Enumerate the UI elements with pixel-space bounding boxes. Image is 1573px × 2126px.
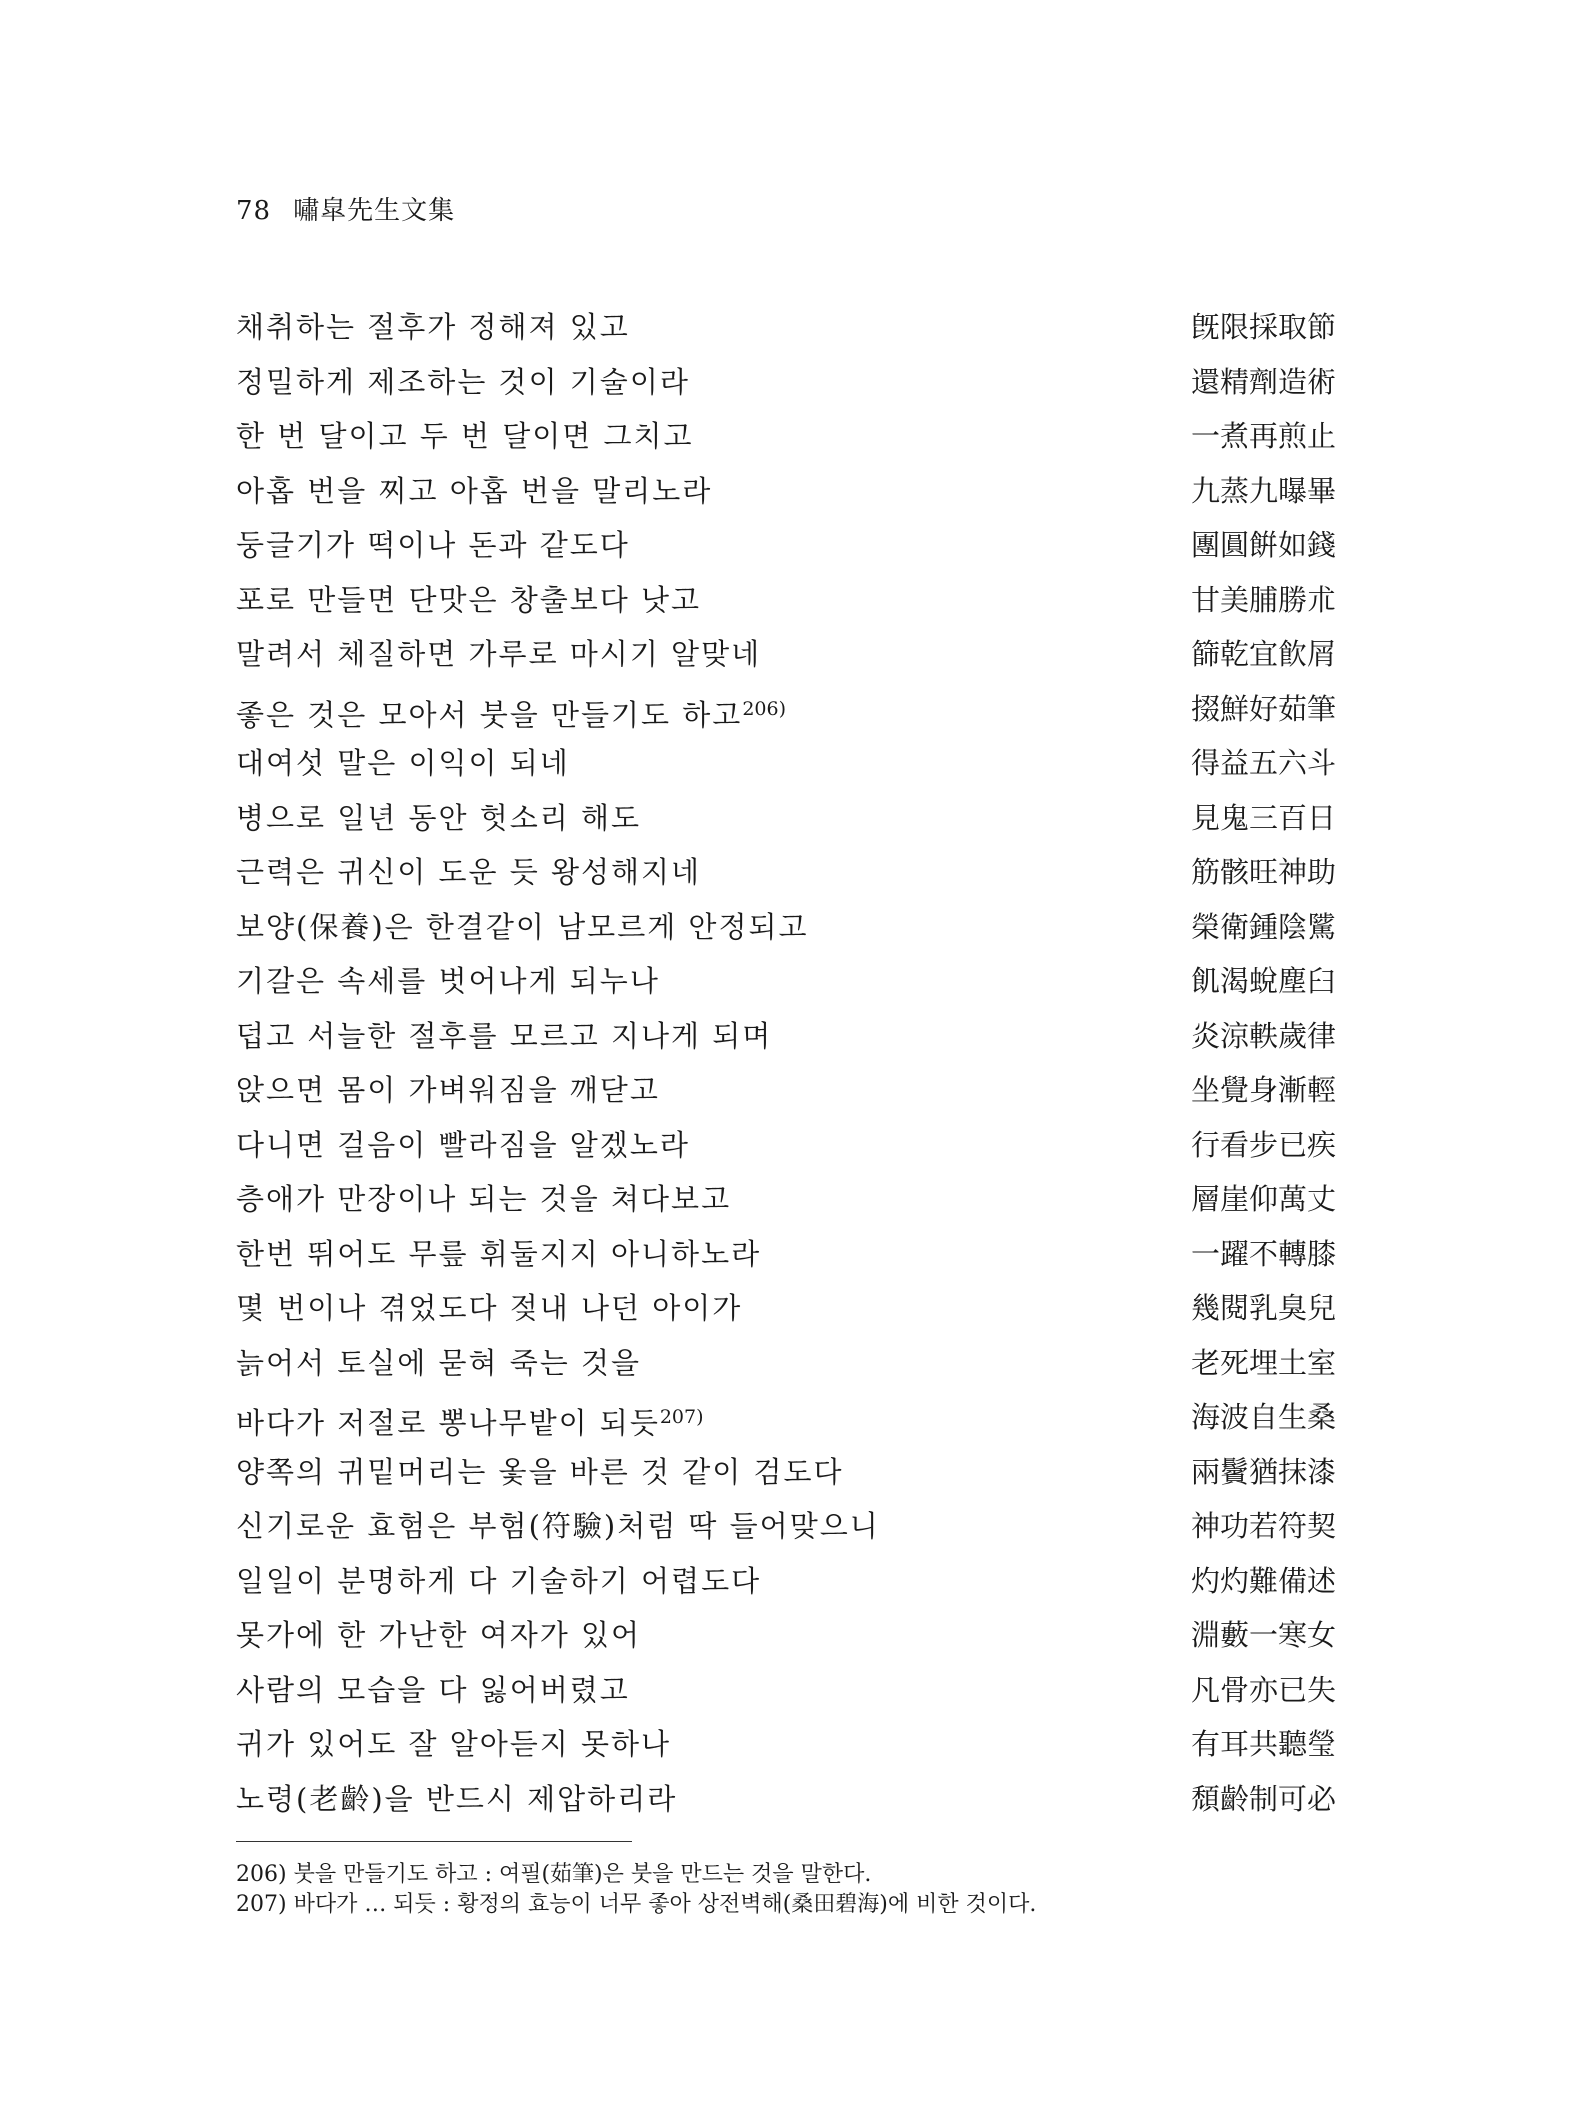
poem-line (236, 1009, 1336, 1064)
poem-line (236, 1281, 1336, 1336)
korean-text: 말려서 체질하면 가루로 마시기 알맞네 (236, 637, 762, 671)
hanja-original: 海波自生桑 (1190, 1400, 1336, 1434)
poem-line (236, 300, 1336, 355)
hanja-original: 見鬼三百日 (1190, 800, 1336, 835)
korean-text: 몇 번이나 겪었도다 젖내 나던 아이가 (236, 1291, 743, 1325)
korean-text: 바다가 저절로 뽕나무밭이 되듯 (236, 1406, 660, 1440)
korean-translation (236, 1445, 844, 1500)
korean-translation (236, 1499, 880, 1554)
korean-translation (236, 1608, 641, 1663)
poem-line (236, 464, 1336, 519)
footnote-reference[interactable]: 206) (742, 697, 786, 720)
korean-text: 덥고 서늘한 절후를 모르고 지나게 되며 (236, 1018, 773, 1053)
korean-translation (236, 355, 690, 410)
hanja-original: 灼灼難備述 (1190, 1563, 1336, 1598)
korean-text: 노령(老齡)을 반드시 제압하리라 (236, 1781, 678, 1816)
hanja-original: 團圓餠如錢 (1190, 528, 1336, 562)
poem-line (236, 1118, 1336, 1173)
korean-text: 못가에 한 가난한 여자가 있어 (236, 1618, 642, 1652)
poem-line (236, 791, 1336, 846)
hanja-original: 行看步已疾 (1190, 1127, 1336, 1162)
korean-text: 일일이 분명하게 다 기술하기 어렵도다 (236, 1563, 762, 1598)
korean-text: 층애가 만장이나 되는 것을 쳐다보고 (236, 1182, 732, 1216)
korean-translation (236, 954, 660, 1009)
korean-text: 포로 만들면 단맛은 창출보다 낫고 (236, 582, 702, 617)
poem-line (236, 1063, 1336, 1118)
hanja-original: 飢渴蛻塵臼 (1190, 964, 1336, 998)
korean-text: 병으로 일년 동안 헛소리 해도 (236, 800, 642, 835)
korean-text: 근력은 귀신이 도운 듯 왕성해지네 (236, 855, 702, 889)
poem-line (236, 627, 1336, 682)
poem-line (236, 1554, 1336, 1609)
korean-text: 좋은 것은 모아서 붓을 만들기도 하고 (236, 697, 743, 732)
poem-line (236, 1227, 1336, 1282)
korean-translation (236, 1554, 761, 1609)
poem-line (236, 1772, 1336, 1827)
korean-translation (236, 1172, 731, 1227)
korean-translation (236, 1118, 690, 1173)
korean-translation (236, 1336, 641, 1391)
korean-translation (236, 682, 786, 743)
poem-line (236, 954, 1336, 1009)
poem (236, 300, 1336, 1826)
korean-text: 귀가 있어도 잘 알아듣지 못하나 (236, 1727, 672, 1761)
poem-line (236, 1608, 1336, 1663)
poem-line (236, 1445, 1336, 1500)
hanja-original: 頹齡制可必 (1190, 1781, 1336, 1816)
korean-text: 한번 뛰어도 무릎 휘둘지지 아니하노라 (236, 1236, 762, 1271)
korean-translation (236, 791, 641, 846)
poem-line (236, 573, 1336, 628)
korean-translation (236, 518, 630, 573)
korean-translation (236, 845, 701, 900)
korean-translation (236, 1281, 742, 1336)
hanja-original: 炎涼軼歲律 (1190, 1018, 1336, 1053)
korean-translation (236, 627, 761, 682)
korean-text: 채취하는 절후가 정해져 있고 (236, 310, 630, 344)
korean-text: 앉으면 몸이 가벼워짐을 깨닫고 (236, 1073, 660, 1107)
poem-line (236, 845, 1336, 900)
hanja-original: 層崖仰萬丈 (1190, 1182, 1336, 1216)
korean-translation (236, 1009, 772, 1064)
hanja-original: 坐覺身漸輕 (1190, 1073, 1336, 1107)
korean-translation (236, 900, 809, 955)
hanja-original: 還精劑造術 (1190, 364, 1336, 399)
poem-line (236, 1717, 1336, 1772)
poem-line (236, 1172, 1336, 1227)
hanja-original: 甘美脯勝朮 (1190, 582, 1336, 617)
footnote: 207) 바다가 … 되듯 : 황정의 효능이 너무 좋아 상전벽해(桑田碧海)에 비한 것이다. (236, 1892, 1037, 1917)
korean-translation (236, 1772, 677, 1827)
footnote: 206) 붓을 만들기도 하고 : 여필(茹筆)은 붓을 만드는 것을 말한다. (236, 1862, 872, 1887)
korean-translation (236, 573, 701, 628)
footnote-reference[interactable]: 207) (659, 1406, 704, 1428)
korean-text: 아홉 번을 찌고 아홉 번을 말리노라 (236, 473, 713, 508)
korean-text: 한 번 달이고 두 번 달이면 그치고 (236, 419, 694, 453)
korean-text: 정밀하게 제조하는 것이 기술이라 (236, 364, 690, 399)
korean-translation (236, 1390, 704, 1451)
korean-translation (236, 1717, 671, 1772)
korean-text: 늙어서 토실에 묻혀 죽는 것을 (236, 1345, 642, 1380)
poem-line (236, 518, 1336, 573)
hanja-original: 筋骸旺神助 (1190, 855, 1336, 889)
hanja-original: 老死埋土室 (1190, 1345, 1336, 1380)
hanja-original: 篩乾宜飮屑 (1190, 637, 1336, 671)
korean-text: 다니면 걸음이 빨라짐을 알겠노라 (236, 1127, 690, 1162)
hanja-original: 凡骨亦已失 (1190, 1672, 1336, 1707)
poem-line (236, 355, 1336, 410)
korean-translation (236, 1063, 660, 1118)
korean-translation (236, 409, 694, 464)
page-header (236, 190, 455, 227)
hanja-original: 一躍不轉膝 (1190, 1236, 1336, 1271)
korean-translation (236, 1227, 761, 1282)
hanja-original: 榮衛鍾陰騭 (1190, 909, 1336, 944)
hanja-original: 有耳共聽瑩 (1190, 1727, 1336, 1761)
page-number: 78 (236, 196, 272, 226)
korean-translation (236, 464, 712, 519)
hanja-original: 掇鮮好茹筆 (1190, 691, 1336, 726)
korean-text: 보양(保養)은 한결같이 남모르게 안정되고 (236, 909, 809, 944)
poem-line (236, 1663, 1336, 1718)
hanja-original: 得益五六斗 (1190, 746, 1336, 780)
korean-text: 양쪽의 귀밑머리는 옻을 바른 것 같이 검도다 (236, 1454, 844, 1489)
poem-line (236, 1499, 1336, 1554)
hanja-original: 幾閱乳臭兒 (1190, 1291, 1336, 1325)
korean-translation (236, 1663, 630, 1718)
footnote-divider (236, 1841, 632, 1842)
korean-text: 둥글기가 떡이나 돈과 같도다 (236, 528, 630, 562)
poem-line (236, 682, 1336, 737)
korean-text: 기갈은 속세를 벗어나게 되누나 (236, 964, 660, 998)
hanja-original: 一煮再煎止 (1190, 419, 1336, 453)
korean-translation (236, 736, 570, 791)
korean-text: 신기로운 효험은 부험(符驗)처럼 딱 들어맞으니 (236, 1509, 880, 1543)
book-title: 嘯皐先生文集 (293, 196, 456, 226)
poem-line (236, 736, 1336, 791)
poem-line (236, 1336, 1336, 1391)
poem-line (236, 900, 1336, 955)
poem-line (236, 1390, 1336, 1445)
korean-text: 대여섯 말은 이익이 되네 (236, 746, 570, 780)
footnotes (236, 1860, 1036, 1920)
hanja-original: 兩鬢猶抹漆 (1190, 1454, 1336, 1489)
hanja-original: 淵藪一寒女 (1190, 1618, 1336, 1652)
hanja-original: 九蒸九曝畢 (1190, 473, 1336, 508)
hanja-original: 旣限採取節 (1190, 310, 1336, 344)
hanja-original: 神功若符契 (1190, 1509, 1336, 1543)
korean-translation (236, 300, 630, 355)
poem-line (236, 409, 1336, 464)
korean-text: 사람의 모습을 다 잃어버렸고 (236, 1672, 630, 1707)
